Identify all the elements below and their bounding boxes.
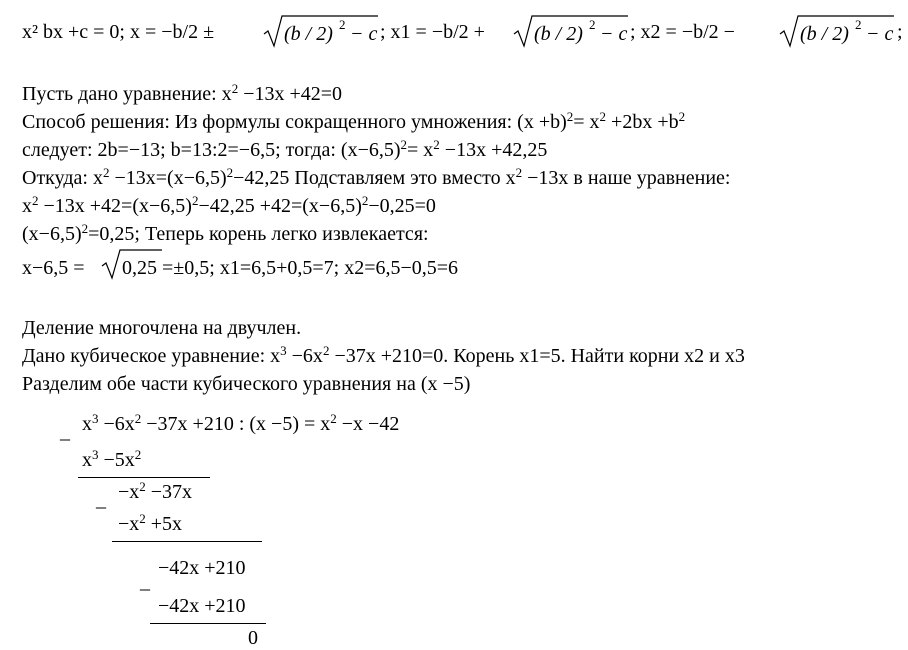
quadratic-square-form: $(x-6,5)^2=0,25$; Теперь корень легко извлекается: <box>22 221 429 245</box>
svg-text:0,25: 0,25 <box>122 257 157 279</box>
division-row-remainder-1: $-x^2 -37x$ <box>118 479 193 503</box>
division-row-subtract-3: −42x +210 <box>158 595 246 617</box>
radicand-exp: 2 <box>339 17 346 32</box>
quadratic-whence: Откуда: $x^2 -13x=(x-6,5)^2-42,25$ Подставляем это вместо $x^2 -13x$ в наше уравнение: <box>22 165 731 189</box>
quadratic-roots: x−6,5 = <box>22 257 85 279</box>
quadratic-substitution: $x^2 -13x +42=(x-6,5)^2-42,25 +42=(x-6,5)^2-0,25=0$ <box>22 193 436 217</box>
radicand-tail: − c <box>350 23 378 45</box>
division-rule-1 <box>78 477 210 478</box>
header-x1: ; x1 = −b/2 + <box>380 21 485 43</box>
header-end: ; <box>897 21 903 43</box>
header-sqrt-3 <box>778 14 896 50</box>
radicand-base: (b / 2) <box>284 23 333 45</box>
division-row-remainder-2: −42x +210 <box>158 557 246 579</box>
roots-sqrt <box>100 246 164 282</box>
quadratic-general-form: x² bx +c = 0; x = −b/2 ± <box>22 21 215 43</box>
quadratic-given: Пусть дано уравнение: $x^2 -13x +42=0$ <box>22 81 343 105</box>
header-x2: ; x2 = −b/2 − <box>630 21 735 43</box>
quadratic-follows: следует: 2b=−13; b=13:2=−6,5; тогда: $(x-6,5)^2= x^2 -13x +42,25$ <box>22 137 548 161</box>
division-minus-1: _ <box>60 421 70 443</box>
division-instruction: Разделим обе части кубического уравнения на (x −5) <box>22 373 471 395</box>
header-sqrt-1 <box>262 14 380 50</box>
division-minus-3: _ <box>140 571 150 593</box>
division-row-subtract-2: $-x^2 +5x$ <box>118 511 183 535</box>
header-formula <box>22 20 214 44</box>
division-title: Деление многочлена на двучлен. <box>22 317 302 339</box>
svg-text:2: 2 <box>589 17 596 32</box>
svg-text:− c: − c <box>600 23 628 45</box>
division-minus-2: _ <box>96 489 106 511</box>
svg-text:(b / 2): (b / 2) <box>534 23 583 45</box>
svg-text:− c: − c <box>866 23 894 45</box>
quadratic-method: Способ решения: Из формулы сокращенного умножения: $(x +b)^2= x^2 +2bx +b^2$ <box>22 109 686 133</box>
header-sqrt-2 <box>512 14 630 50</box>
division-row-dividend: $x^3 -6x^2 -37x +210$ : $(x -5) = x^2 -x -42$ <box>82 411 400 435</box>
division-given: Дано кубическое уравнение: $x^3 -6x^2 -37x +210=0$. Корень x1=5. Найти корни x2 и x3 <box>22 343 745 367</box>
division-rule-3 <box>150 623 266 624</box>
svg-text:2: 2 <box>855 17 862 32</box>
division-rule-2 <box>112 541 262 542</box>
svg-text:(b / 2): (b / 2) <box>800 23 849 45</box>
division-final-remainder: 0 <box>248 627 258 649</box>
division-row-subtract-1: $x^3 -5x^2$ <box>82 447 142 471</box>
quadratic-roots-tail: =±0,5; x1=6,5+0,5=7; x2=6,5−0,5=6 <box>162 257 459 279</box>
